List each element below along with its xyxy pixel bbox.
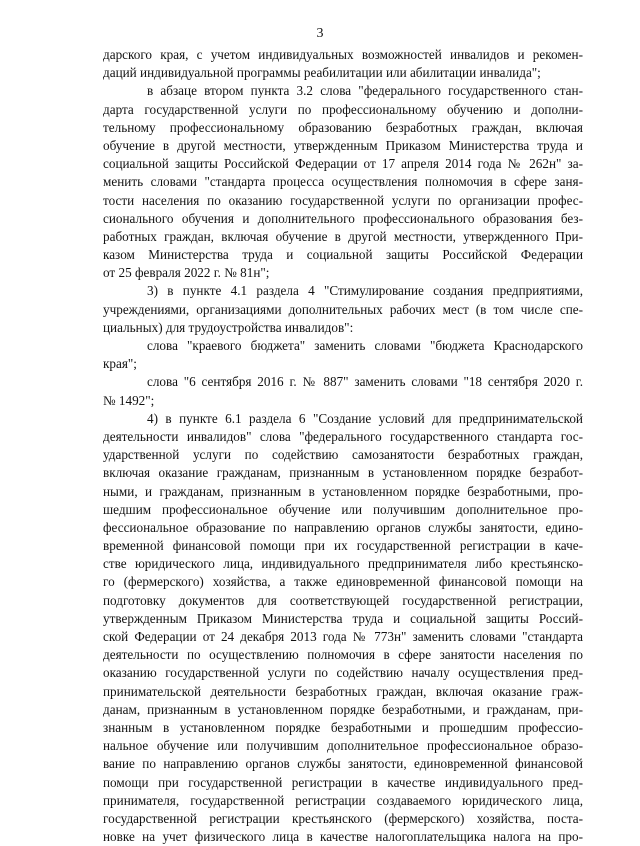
text-line: даций индивидуальной программы реабилитации или абилитации инвалида"; [103,65,541,81]
text-line: фессиональное образование по направлению органов службы занятости, едино- [103,519,583,535]
page-number: 3 [316,26,324,41]
text-line: менить словами "стандарта процесса осуществления полномочия в сфере заня- [103,174,583,190]
text-line: временной финансовой помощи при их государственной регистрации в каче- [103,538,583,554]
text-line: обучение в другой местности, утвержденным Приказом Министерства труда и [103,137,583,153]
text-line: от 25 февраля 2022 г. № 81н"; [103,265,270,281]
text-line: 3) в пункте 4.1 раздела 4 "Стимулирование создания предприятиями, [147,283,583,299]
text-line: слова "краевого бюджета" заменить словами "бюджета Краснодарского [147,338,583,353]
text-line: казом Министерства труда и социальной защиты Российской Федерации [103,247,583,263]
text-line: оказанию государственной услуги по содействию началу осуществления пред- [103,665,583,681]
document-body [103,46,583,846]
text-line: ными, и гражданам, признанным в установленном порядке безработными, про- [103,483,583,499]
text-line: подготовку документов для соответствующей государственной регистрации, [103,592,583,608]
text-line: принимательской деятельности безработных граждан, включая оказание граж- [103,683,583,699]
text-line: деятельности инвалидов" слова "федерального государственного стандарта гос- [103,428,583,444]
text-line: нальное обучение или получившим дополнительное профессиональное образо- [103,738,583,754]
text-line: ударственной услуги по содействию самозанятости безработных граждан, [103,447,583,463]
text-line: данам, признанным в установленном порядке безработными, и гражданам, при- [103,701,583,717]
text-line: включая оказание гражданам, признанным в установленном порядке безработ- [103,465,583,481]
text-line: края"; [103,356,137,372]
text-line: знанным в установленном порядке безработными и прошедшим профессио- [103,719,583,735]
text-line: социальной защиты Российской Федерации от 17 апреля 2014 года № 262н" за- [103,156,583,172]
text-line: го (фермерского) хозяйства, а также единовременной финансовой помощи на [103,574,583,590]
text-line: дарта государственной услуги по профессиональному обучению и дополни- [103,101,583,117]
text-line: шедшим профессиональное обучение или получившим дополнительное про- [103,501,583,517]
text-line: циальных) для трудоустройства инвалидов": [103,319,354,335]
text-line: 4) в пункте 6.1 раздела 6 "Создание условий для предпринимательской [147,410,583,426]
text-line: помощи при государственной регистрации в качестве индивидуального пред- [103,774,583,790]
text-line: принимателя, государственной регистрации создаваемого юридического лица, [103,792,583,808]
text-line: вание по направлению органов службы занятости, единовременной финансовой [103,756,583,772]
text-line: слова "6 сентября 2016 г. № 887" заменить словами "18 сентября 2020 г. [147,374,583,390]
text-line: № 1492"; [103,392,155,408]
text-line: дарского края, с учетом индивидуальных возможностей инвалидов и рекомен- [103,47,583,62]
text-line: утвержденным Приказом Министерства труда и социальной защиты Россий- [103,610,583,626]
text-line: новке на учет физического лица в качестве налогоплательщика налога на про- [103,829,583,845]
text-line: сионального обучения и дополнительного профессионального образования без- [103,210,583,226]
text-line: стве юридического лица, индивидуального предпринимателя либо крестьянско- [103,556,583,572]
text-line: работных граждан, включая обучение в другой местности, утвержденного При- [103,228,583,244]
text-line: в абзаце втором пункта 3.2 слова "федерального государственного стан- [147,83,583,99]
text-line: тельному профессиональному образованию безработных граждан, включая [103,119,583,135]
text-line: деятельности по осуществлению полномочия в сфере занятости населения по [103,647,583,663]
text-line: тости населения по оказанию государственной услуги по организации профес- [103,192,583,208]
text-line: ской Федерации от 24 декабря 2013 года № 773н" заменить словами "стандарта [103,629,583,644]
text-line: государственной регистрации крестьянского (фермерского) хозяйства, поста- [103,810,583,826]
text-line: учреждениями, организациями дополнительных рабочих мест (в том числе спе- [103,301,583,317]
